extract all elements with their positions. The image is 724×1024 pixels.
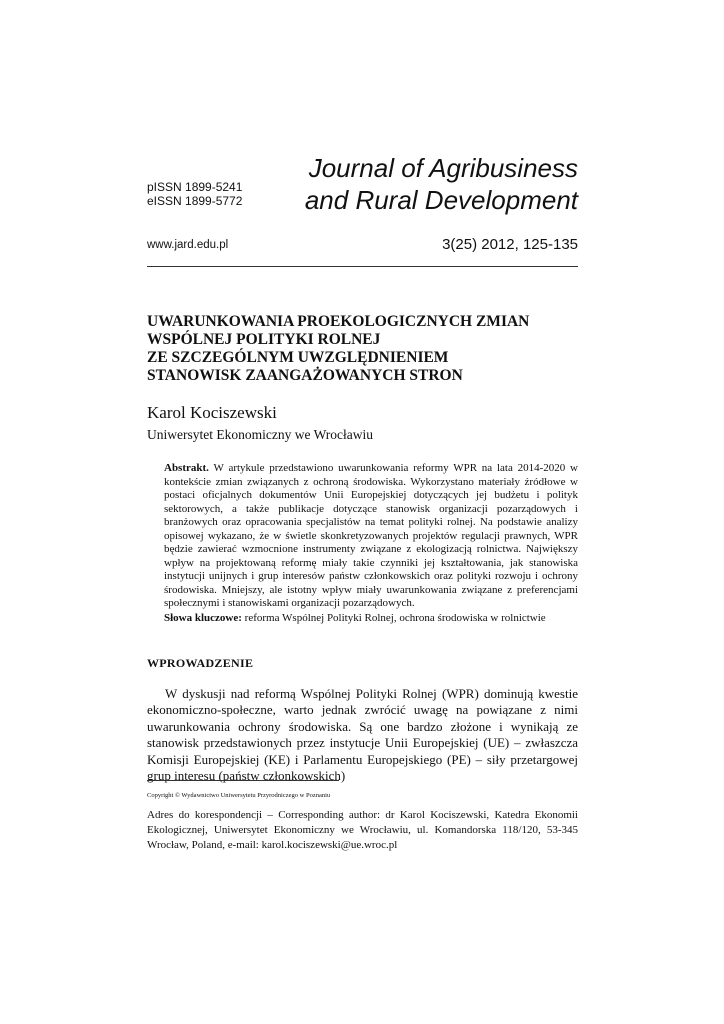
eissn: eISSN 1899-5772 — [147, 194, 243, 208]
journal-title-line-1: Journal of Agribusiness — [308, 153, 578, 183]
issn-block — [147, 180, 242, 208]
title-line: WSPÓLNEJ POLITYKI ROLNEJ — [147, 331, 381, 348]
keywords-label: Słowa kluczowe: — [164, 612, 242, 624]
issue-pages: 3(25) 2012, 125-135 — [442, 236, 578, 253]
author-name: Karol Kociszewski — [147, 403, 277, 422]
keywords — [164, 612, 578, 626]
footnote-divider — [147, 780, 339, 781]
title-line: ZE SZCZEGÓLNYM UWZGLĘDNIENIEM — [147, 349, 449, 366]
journal-title — [300, 152, 578, 216]
intro-body — [147, 686, 578, 784]
abstract-label: Abstrakt. — [164, 462, 209, 474]
intro-paragraph: W dyskusji nad reformą Wspólnej Polityki Rolnej (WPR) dominują kwestie ekonomiczno-społeczne, warto jednak zwrócić uwagę na powiązane z nimi uwarunkowania ochrony środowiska. Są one bardzo złożone i wynikają ze stanowisk przedstawionych przez instytucje Unii Europejskiej (UE) – zwłaszcza Komisji Europejskiej (KE) i Parlamentu Europejskiego (PE) – siły przetargowej grup interesu (państw członkowskich) — [147, 686, 578, 784]
pissn: pISSN 1899-5241 — [147, 180, 243, 194]
journal-url[interactable]: www.jard.edu.pl — [147, 239, 229, 251]
copyright-notice: Copyright © Wydawnictwo Uniwersytetu Przyrodniczego w Poznaniu — [147, 792, 331, 799]
title-line: STANOWISK ZAANGAŻOWANYCH STRON — [147, 367, 463, 384]
abstract-text: W artykule przedstawiono uwarunkowania reformy WPR na lata 2014-2020 w kontekście zmian związanych z ochroną środowiska. Wykorzystano materiały źródłowe w postaci oficjalnych dokumentów Unii Europejskiej dotyczących jej budżetu i polityk sektorowych, a także publikacje dotyczące stanowisk organizacji pozarządowych i branżowych oraz opracowania specjalistów na temat polityki rolnej. Na podstawie analizy opisowej wykazano, że w świetle skonkretyzowanych projektów regulacji prawnych, WPR będzie zawierać wzmocnione instrumenty związane z ekologizacją rolnictwa. Największy wpływ na projektowaną reformę miały takie czynniki jej kształtowania, jak stanowiska instytucji unijnych i grup interesów państw członkowskich oraz polityki rozwoju i ochrony środowiska. Mniejszy, ale istotny wpływ miały uwarunkowania związane z preferencjami społecznymi i stanowiskami organizacji pozarządowych. — [164, 462, 578, 609]
article-title — [147, 313, 587, 385]
correspondence-address: Adres do korespondencji – Corresponding author: dr Karol Kociszewski, Katedra Ekonomii Ekologicznej, Uniwersytet Ekonomiczny we Wrocławiu, ul. Komandorska 118/120, 53-345 Wrocław, Poland, e-mail: karol.kociszewski@ue.wroc.pl — [147, 809, 578, 851]
abstract — [164, 462, 578, 611]
keywords-text: reforma Wspólnej Polityki Rolnej, ochrona środowiska w rolnictwie — [244, 612, 546, 624]
author-affiliation: Uniwersytet Ekonomiczny we Wrocławiu — [147, 427, 374, 442]
title-line: UWARUNKOWANIA PROEKOLOGICZNYCH ZMIAN — [147, 313, 530, 330]
header-divider — [147, 266, 578, 267]
section-heading: WPROWADZENIE — [147, 656, 254, 670]
journal-title-line-2: and Rural Development — [304, 185, 578, 215]
